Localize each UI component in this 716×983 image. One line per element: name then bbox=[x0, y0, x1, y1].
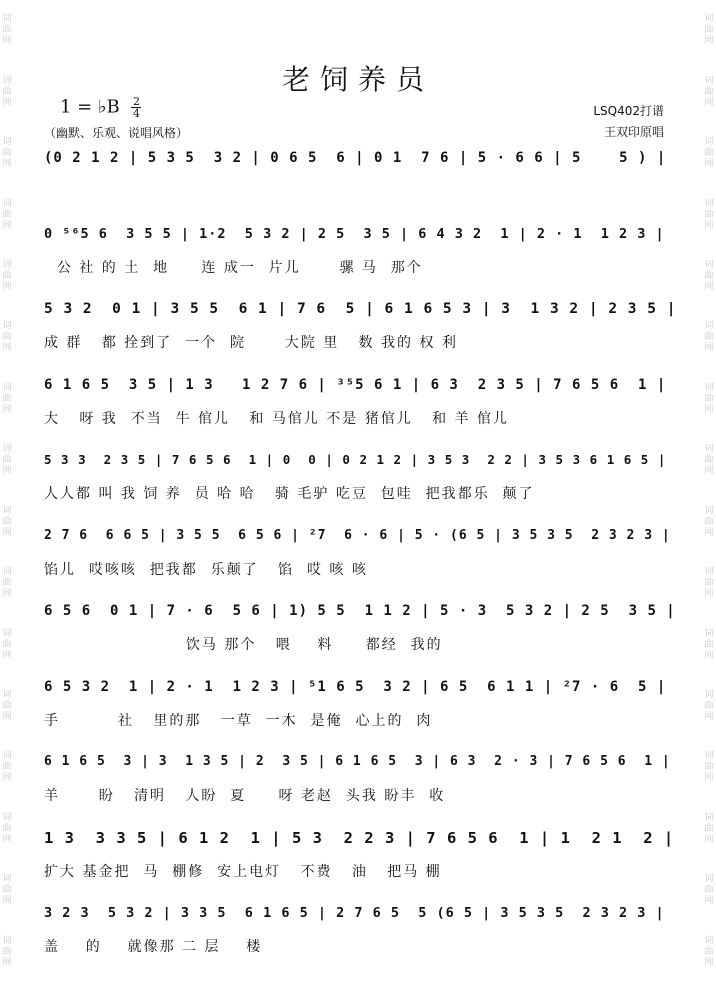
watermark-right: 词曲网 词曲网 词曲网 词曲网 词曲网 词曲网 词曲网 词曲网 词曲网 词曲网 词曲网 词曲网 词曲网 词曲网 词曲网 词曲网 bbox=[704, 14, 714, 968]
lyrics-line: 公 社 的 土 地 连 成一 片儿 骡 马 那个 bbox=[44, 259, 423, 276]
notation-line: 1 3 3 3 5 | 6 1 2 1 | 5 3 2 2 3 | 7 6 5 6 1 | 1 2 1 2 | bbox=[44, 828, 675, 847]
lyrics-line: 盖 的 就像那 二 层 楼 bbox=[44, 939, 263, 955]
lyrics-line: 手 社 里的那 一草 一木 是俺 心上的 肉 bbox=[44, 712, 433, 729]
lyrics-line: 大 呀 我 不当 牛 倌儿 和 马倌儿 不是 猪倌儿 和 羊 倌儿 bbox=[44, 410, 510, 427]
style-note: （幽默、乐观、说唱风格） bbox=[44, 126, 189, 140]
notation-line: 2 7 6 6 6 5 | 3 5 5 6 5 6 | ²7 6 · 6 | 5 · (6 5 | 3 5 3 5 2 3 2 3 | bbox=[44, 527, 671, 543]
lyrics-line: 饮马 那个 喂 料 都经 我的 bbox=[44, 637, 443, 653]
notation-line: 5 3 3 2 3 5 | 7 6 5 6 1 | 0 0 | 0 2 1 2 | 3 5 3 2 2 | 3 5 3 6 1 6 5 | bbox=[44, 452, 667, 467]
lyrics-line: 扩大 基金把 马 棚修 安上电灯 不费 油 把马 棚 bbox=[44, 863, 442, 880]
notation-line: 6 1 6 5 3 | 3 1 3 5 | 2 3 5 | 6 1 6 5 3 | 6 3 2 · 3 | 7 6 5 6 1 | bbox=[44, 754, 671, 769]
song-title: 老饲养员 bbox=[281, 63, 434, 96]
singer-credit: 王双印原唱 bbox=[603, 125, 664, 139]
lyrics-line: 羊 盼 清明 人盼 夏 呀 老赵 头我 盼丰 收 bbox=[44, 788, 446, 804]
notation-line: 3 2 3 5 3 2 | 3 3 5 6 1 6 5 | 2 7 6 5 5 (6 5 | 3 5 3 5 2 3 2 3 | bbox=[44, 905, 665, 921]
key-label: 1 = ♭B bbox=[60, 96, 120, 118]
notation-line: 6 1 6 5 3 5 | 1 3 1 2 7 6 | ³⁵5 6 1 | 6 3 2 3 5 | 7 6 5 6 1 | bbox=[44, 376, 667, 393]
notation-line: (0 2 1 2 | 5 3 5 3 2 | 0 6 5 6 | 0 1 7 6 | 5 · 6 6 | 5 5 ) | bbox=[44, 150, 667, 166]
lyrics-line: 馅儿 哎咳咳 把我都 乐颠了 馅 哎 咳 咳 bbox=[44, 561, 368, 578]
notation-line: 6 5 3 2 1 | 2 · 1 1 2 3 | ⁵1 6 5 3 2 | 6 5 6 1 1 | ²7 · 6 5 | bbox=[44, 678, 667, 695]
meter-bottom: 4 bbox=[132, 107, 140, 120]
meter-top: 2 bbox=[132, 95, 140, 108]
notation-line: 6 5 6 0 1 | 7 · 6 5 6 | 1) 5 5 1 1 2 | 5 · 3 5 3 2 | 2 5 3 5 | bbox=[44, 603, 676, 619]
lyrics-line: 人人都 叫 我 饲 养 员 哈 哈 骑 毛驴 吃豆 包哇 把我都乐 颠了 bbox=[44, 486, 535, 502]
key-signature bbox=[60, 96, 141, 119]
lyrics-line: 成 群 都 拴到了 一个 院 大院 里 数 我的 权 利 bbox=[44, 335, 458, 351]
lyrics-line bbox=[44, 182, 676, 202]
notation-line: 5 3 2 0 1 | 3 5 5 6 1 | 7 6 5 | 6 1 6 5 3 | 3 1 3 2 | 2 3 5 | bbox=[44, 301, 677, 317]
notation-line: 0 ⁵⁶5 6 3 5 5 | 1·2 5 3 2 | 2 5 3 5 | 6 4 3 2 1 | 2 · 1 1 2 3 | bbox=[44, 225, 665, 242]
watermark-left: 词曲网 词曲网 词曲网 词曲网 词曲网 词曲网 词曲网 词曲网 词曲网 词曲网 词曲网 词曲网 词曲网 词曲网 词曲网 词曲网 bbox=[2, 14, 12, 968]
transcriber-credit: LSQ402打谱 bbox=[593, 104, 664, 118]
time-signature bbox=[131, 96, 141, 119]
